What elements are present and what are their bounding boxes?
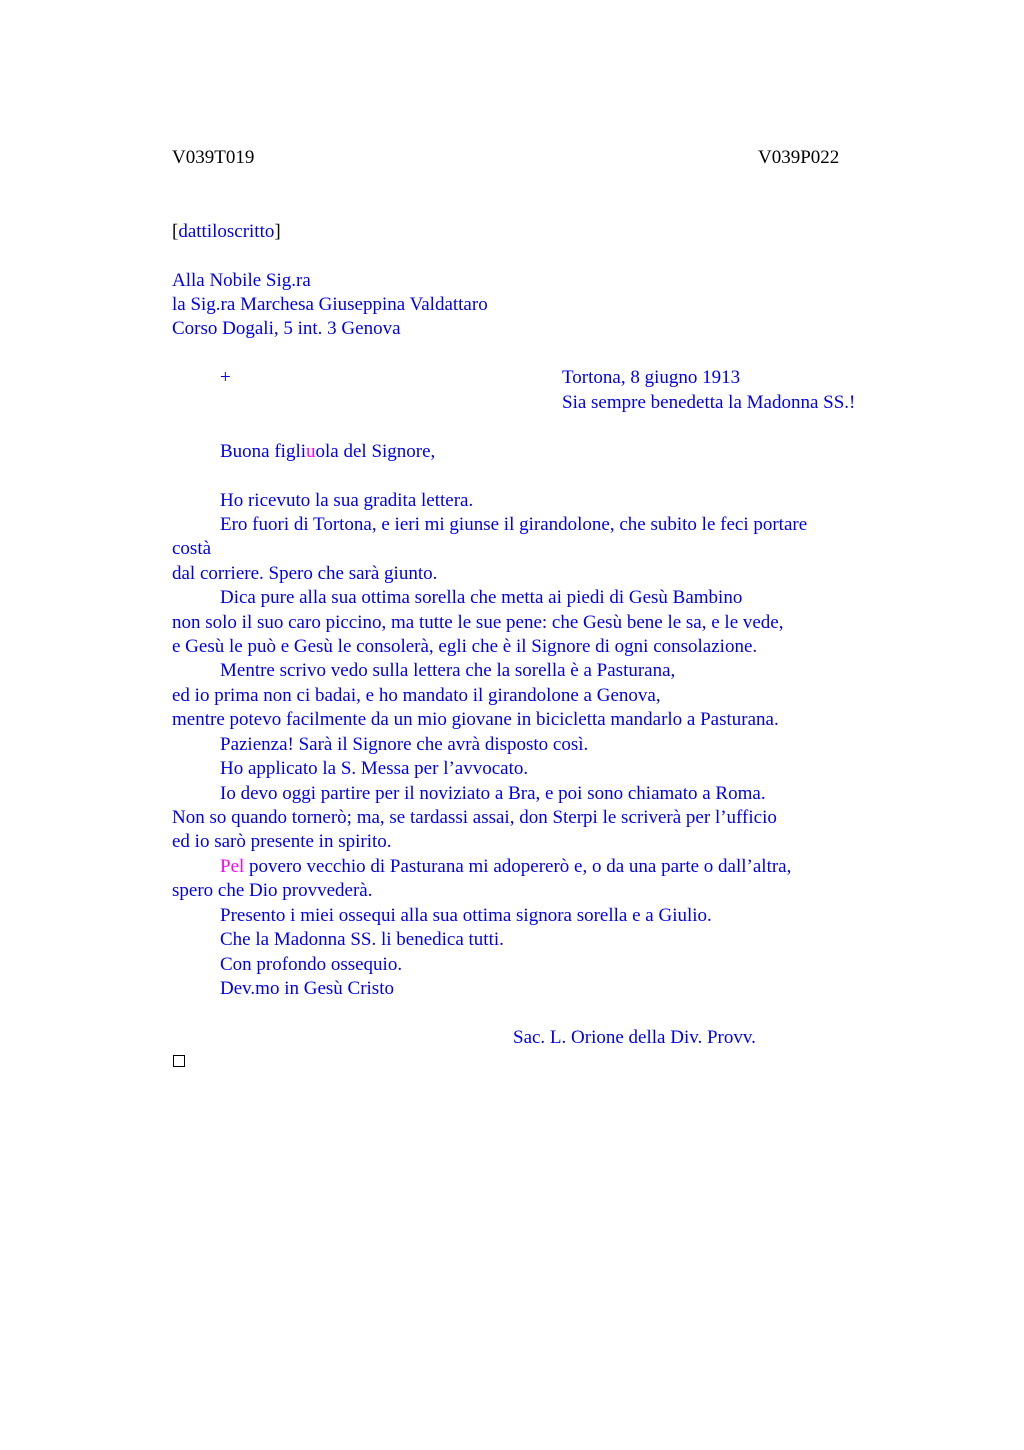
salutation-part-2: ola del Signore, [315, 441, 436, 462]
highlight-word: Pel [220, 856, 245, 877]
body-line-highlighted [220, 855, 791, 879]
header-right-code: V039P022 [758, 147, 840, 168]
body-line: mentre potevo facilmente da un mio giovane in bicicletta mandarlo a Pasturana. [172, 709, 779, 730]
note-open-bracket: [ [172, 221, 179, 242]
place-date: Tortona, 8 giugno 1913 [562, 367, 741, 388]
salutation-part-1: Buona figli [220, 441, 307, 462]
salutation-highlight: u [306, 441, 316, 462]
typescript-note [172, 220, 281, 244]
body-line: Mentre scrivo vedo sulla lettera che la sorella è a Pasturana, [220, 660, 676, 681]
body-line: Pazienza! Sarà il Signore che avrà disposto così. [220, 734, 589, 755]
closing-line: Dev.mo in Gesù Cristo [220, 978, 394, 999]
body-line: e Gesù le può e Gesù le consolerà, egli che è il Signore di ogni consolazione. [172, 636, 758, 657]
body-line: Presento i miei ossequi alla sua ottima signora sorella e a Giulio. [220, 905, 712, 926]
signature: Sac. L. Orione della Div. Provv. [513, 1027, 756, 1048]
body-line: Ero fuori di Tortona, e ieri mi giunse il girandolone, che subito le feci portare [220, 514, 808, 535]
body-line: Io devo oggi partire per il noviziato a Bra, e poi sono chiamato a Roma. [220, 783, 766, 804]
end-marker-box [173, 1055, 185, 1067]
address-line-2: la Sig.ra Marchesa Giuseppina Valdattaro [172, 294, 488, 315]
body-line: non solo il suo caro piccino, ma tutte le sue pene: che Gesù bene le sa, e le vede, [172, 612, 784, 633]
body-line: Ho applicato la S. Messa per l’avvocato. [220, 758, 529, 779]
body-line: ed io sarò presente in spirito. [172, 831, 392, 852]
body-line: Che la Madonna SS. li benedica tutti. [220, 929, 504, 950]
address-line-1: Alla Nobile Sig.ra [172, 270, 311, 291]
note-text: dattiloscritto [178, 221, 275, 242]
body-line: costà [172, 538, 212, 559]
header-left-code: V039T019 [172, 147, 255, 168]
body-line: dal corriere. Spero che sarà giunto. [172, 563, 438, 584]
invocation: Sia sempre benedetta la Madonna SS.! [562, 392, 856, 413]
cross-symbol: + [220, 367, 231, 388]
body-line: Dica pure alla sua ottima sorella che metta ai piedi di Gesù Bambino [220, 587, 743, 608]
body-line: ed io prima non ci badai, e ho mandato il girandolone a Genova, [172, 685, 661, 706]
body-line: Non so quando tornerò; ma, se tardassi assai, don Sterpi le scriverà per l’ufficio [172, 807, 777, 828]
body-line: Ho ricevuto la sua gradita lettera. [220, 490, 474, 511]
address-line-3: Corso Dogali, 5 int. 3 Genova [172, 318, 401, 339]
body-line: spero che Dio provvederà. [172, 880, 373, 901]
body-line-rest: povero vecchio di Pasturana mi adopererò e, o da una parte o dall’altra, [244, 856, 792, 877]
body-line: Con profondo ossequio. [220, 954, 403, 975]
note-close-bracket: ] [274, 221, 281, 242]
salutation [220, 440, 435, 464]
